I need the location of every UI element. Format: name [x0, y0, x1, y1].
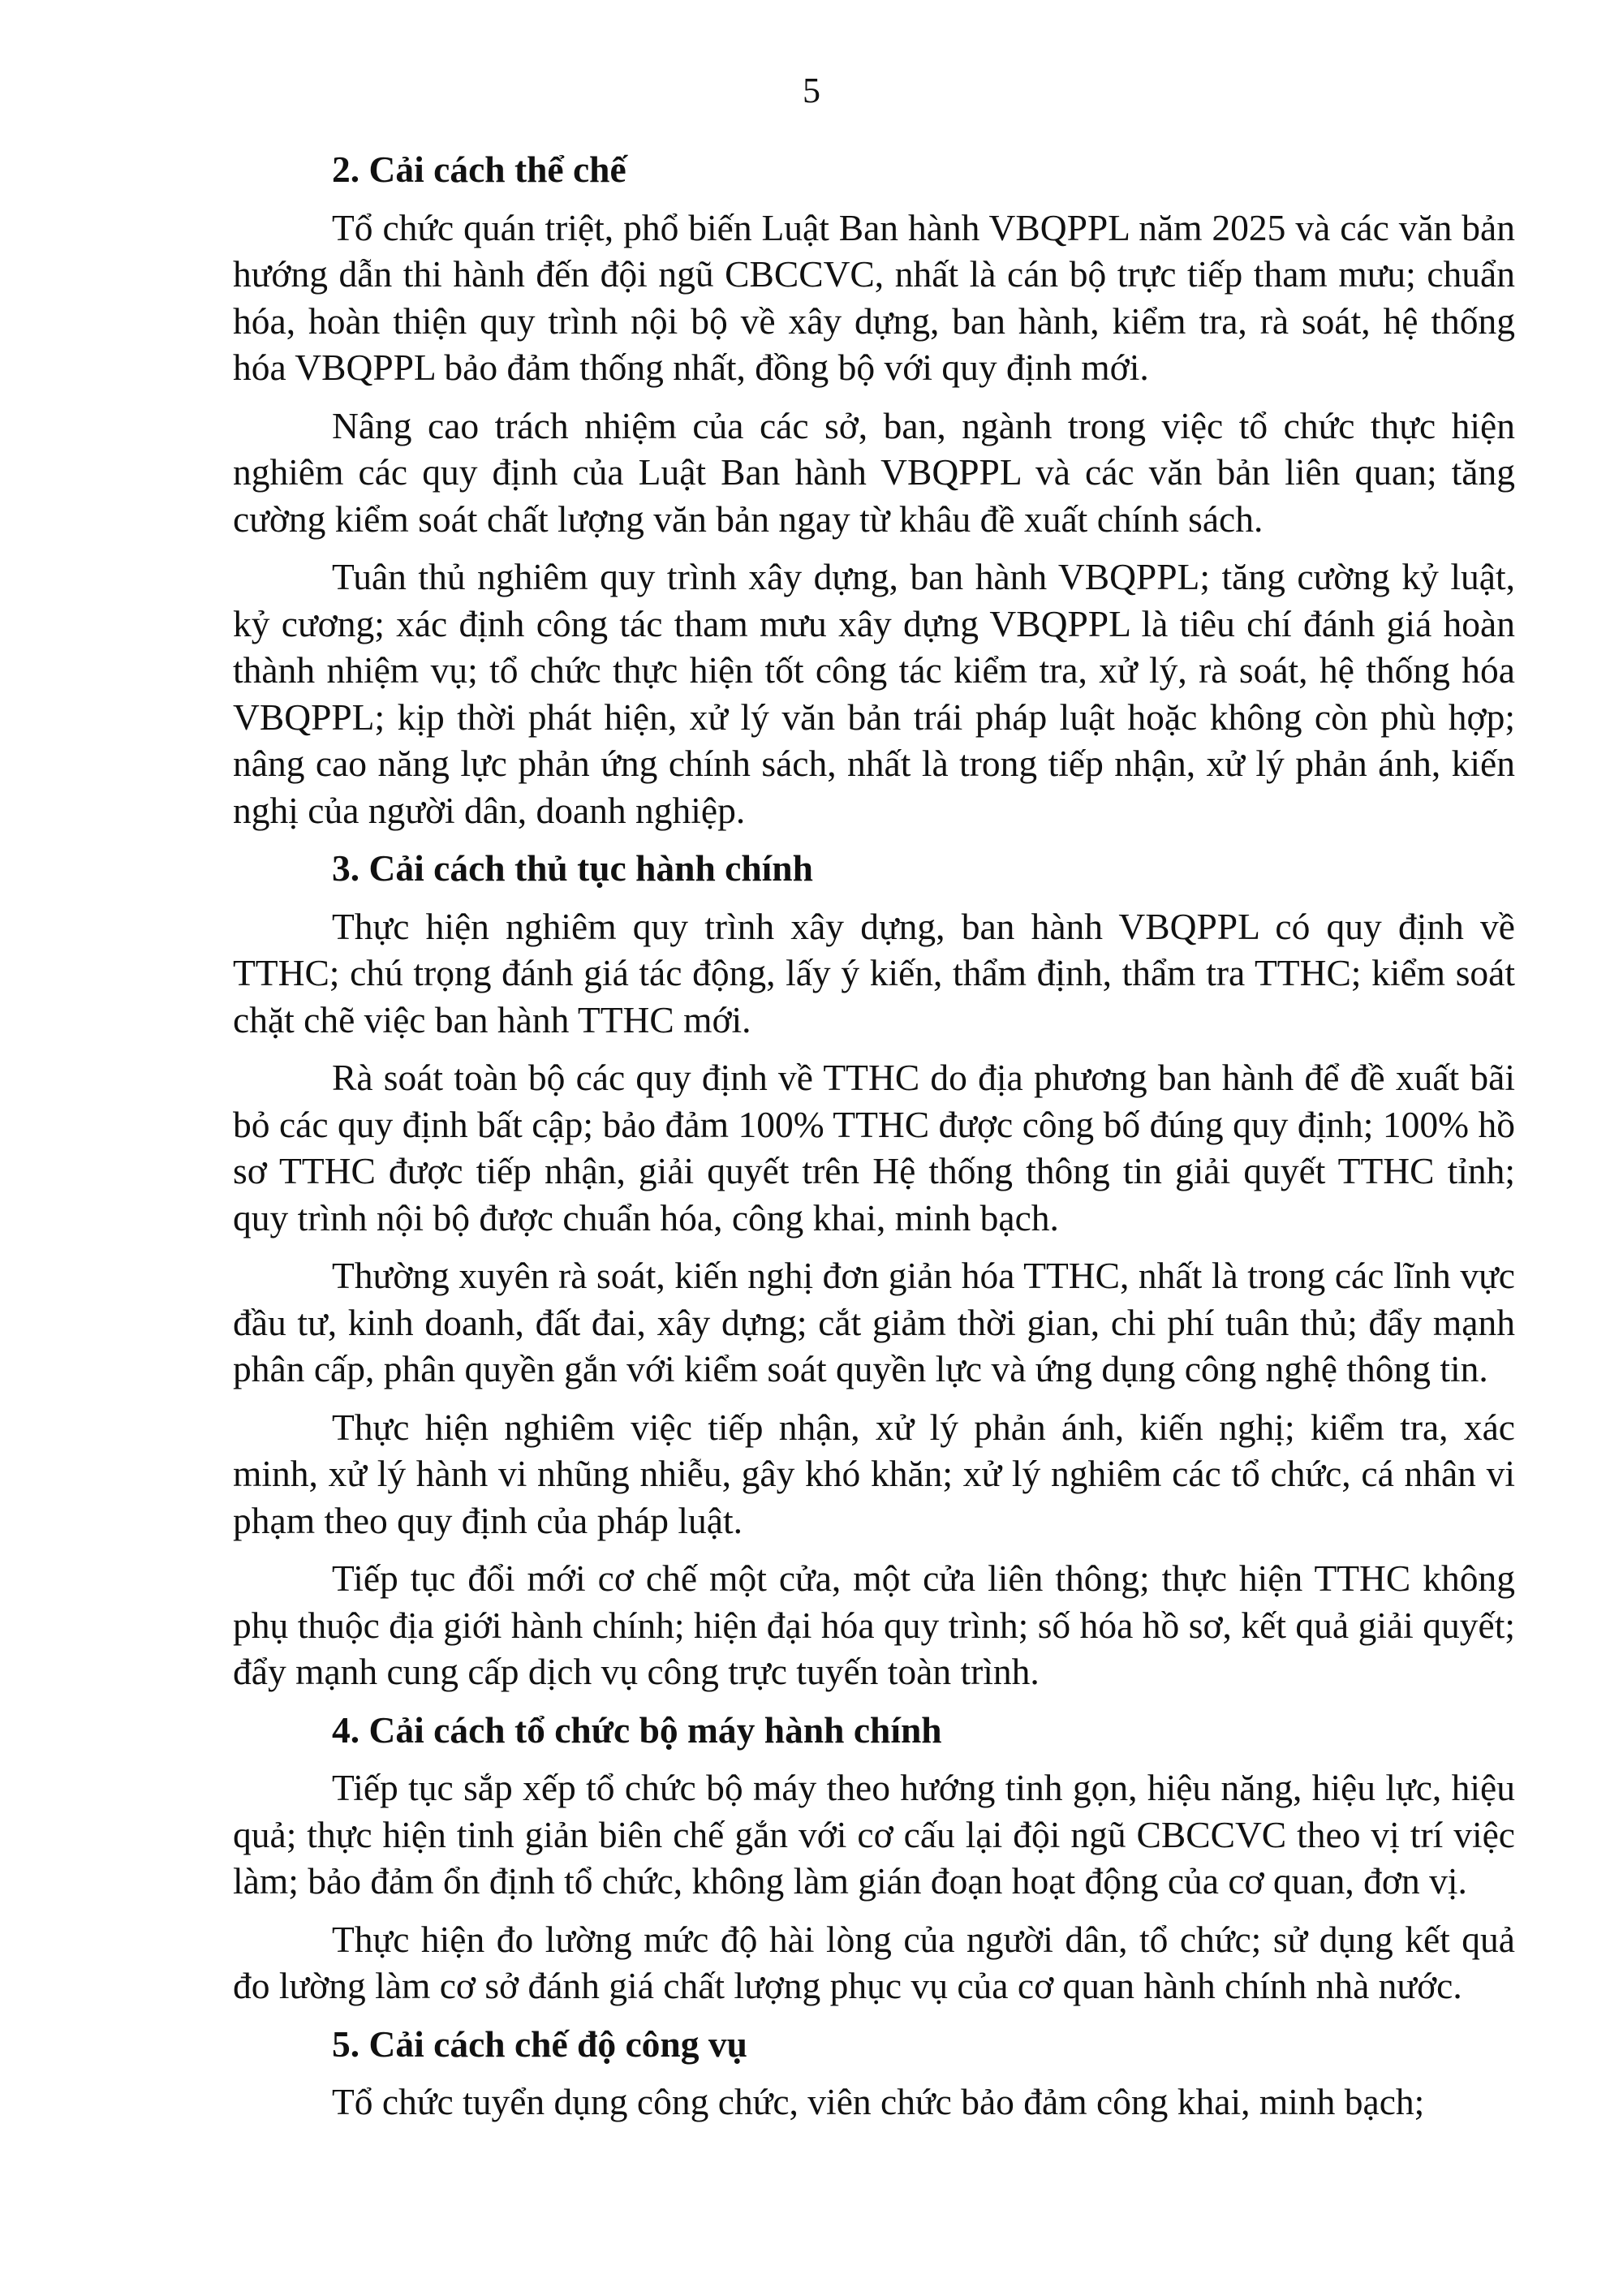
section-heading: 3. Cải cách thủ tục hành chính [332, 847, 813, 889]
paragraph: Tiếp tục sắp xếp tổ chức bộ máy theo hướng tinh gọn, hiệu năng, hiệu lực, hiệu quả; thực hiện tinh giản biên chế gắn với cơ cấu lại đội ngũ CBCCVC theo vị trí việc làm; bảo đảm ổn định tổ chức, không làm gián đoạn hoạt động của cơ quan, đơn vị. [233, 1767, 1515, 1902]
paragraph: Thực hiện nghiêm việc tiếp nhận, xử lý phản ánh, kiến nghị; kiểm tra, xác minh, xử lý hành vi nhũng nhiễu, gây khó khăn; xử lý nghiêm các tổ chức, cá nhân vi phạm theo quy định của pháp luật. [233, 1406, 1515, 1541]
section-civil-service-reform [233, 2021, 1515, 2126]
section-heading: 4. Cải cách tổ chức bộ máy hành chính [332, 1708, 942, 1751]
section-administrative-procedure-reform [233, 845, 1515, 1695]
paragraph: Nâng cao trách nhiệm của các sở, ban, ngành trong việc tổ chức thực hiện nghiêm các quy định của Luật Ban hành VBQPPL và các văn bản liên quan; tăng cường kiểm soát chất lượng văn bản ngay từ khâu đề xuất chính sách. [233, 404, 1515, 540]
paragraph: Tổ chức tuyển dụng công chức, viên chức bảo đảm công khai, minh bạch; [332, 2081, 1425, 2122]
section-heading: 2. Cải cách thể chế [332, 149, 626, 190]
paragraph: Thường xuyên rà soát, kiến nghị đơn giản hóa TTHC, nhất là trong các lĩnh vực đầu tư, kinh doanh, đất đai, xây dựng; cắt giảm thời gian, chi phí tuân thủ; đẩy mạnh phân cấp, phân quyền gắn với kiểm soát quyền lực và ứng dụng công nghệ thông tin. [233, 1255, 1515, 1389]
paragraph: Tổ chức quán triệt, phổ biến Luật Ban hành VBQPPL năm 2025 và các văn bản hướng dẫn thi hành đến đội ngũ CBCCVC, nhất là cán bộ trực tiếp tham mưu; chuẩn hóa, hoàn thiện quy trình nội bộ về xây dựng, ban hành, kiểm tra, rà soát, hệ thống hóa VBQPPL bảo đảm thống nhất, đồng bộ với quy định mới. [233, 206, 1515, 388]
paragraph: Thực hiện nghiêm quy trình xây dựng, ban hành VBQPPL có quy định về TTHC; chú trọng đánh giá tác động, lấy ý kiến, thẩm định, thẩm tra TTHC; kiểm soát chặt chẽ việc ban hành TTHC mới. [233, 905, 1515, 1040]
section-heading: 5. Cải cách chế độ công vụ [332, 2022, 747, 2065]
section-apparatus-reform [233, 1707, 1515, 2010]
paragraph: Tuân thủ nghiêm quy trình xây dựng, ban hành VBQPPL; tăng cường kỷ luật, kỷ cương; xác định công tác tham mưu xây dựng VBQPPL là tiêu chí đánh giá hoàn thành nhiệm vụ; tổ chức thực hiện tốt công tác kiểm tra, xử lý, rà soát, hệ thống hóa VBQPPL; kịp thời phát hiện, xử lý văn bản trái pháp luật hoặc không còn phù hợp; nâng cao năng lực phản ứng chính sách, nhất là trong tiếp nhận, xử lý phản ánh, kiến nghị của người dân, doanh nghiệp. [233, 556, 1515, 831]
document-body [233, 146, 1515, 2137]
section-institutional-reform [233, 146, 1515, 834]
paragraph: Rà soát toàn bộ các quy định về TTHC do địa phương ban hành để đề xuất bãi bỏ các quy định bất cập; bảo đảm 100% TTHC được công bố đúng quy định; 100% hồ sơ TTHC được tiếp nhận, giải quyết trên Hệ thống thông tin giải quyết TTHC tỉnh; quy trình nội bộ được chuẩn hóa, công khai, minh bạch. [233, 1057, 1515, 1238]
paragraph: Tiếp tục đổi mới cơ chế một cửa, một cửa liên thông; thực hiện TTHC không phụ thuộc địa giới hành chính; hiện đại hóa quy trình; số hóa hồ sơ, kết quả giải quyết; đẩy mạnh cung cấp dịch vụ công trực tuyến toàn trình. [233, 1557, 1515, 1692]
paragraph: Thực hiện đo lường mức độ hài lòng của người dân, tổ chức; sử dụng kết quả đo lường làm cơ sở đánh giá chất lượng phục vụ của cơ quan hành chính nhà nước. [233, 1918, 1515, 2006]
page-number: 5 [803, 71, 820, 110]
